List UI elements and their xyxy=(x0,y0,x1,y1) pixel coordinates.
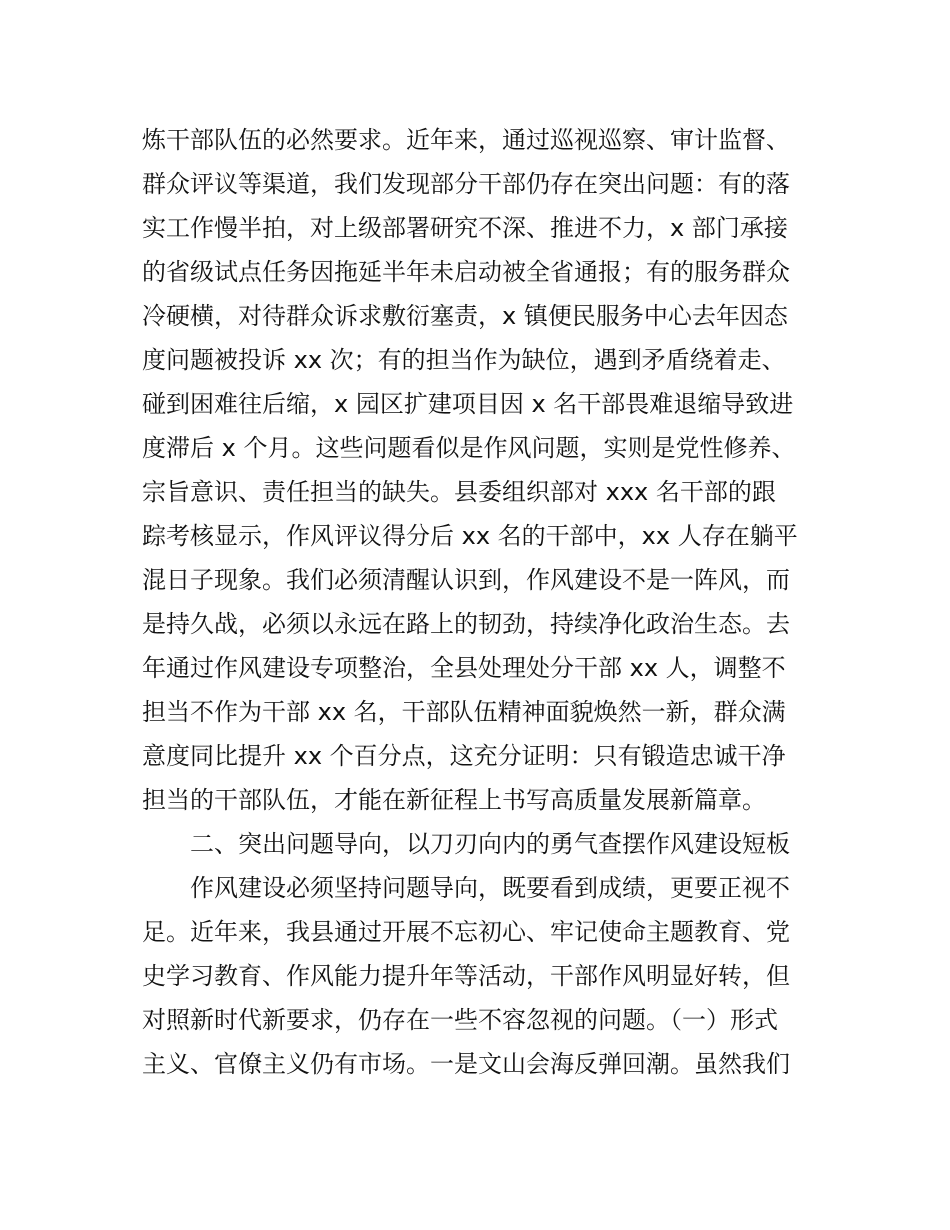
body-text-line: 宗旨意识、责任担当的缺失。县委组织部对 xxx 名干部的跟 xyxy=(142,478,776,506)
body-text-line: 炼干部队伍的必然要求。近年来，通过巡视巡察、审计监督、 xyxy=(142,126,790,154)
body-text-line: 作风建设必须坚持问题导向，既要看到成绩，更要正视不 xyxy=(190,874,790,902)
body-text-line: 史学习教育、作风能力提升年等活动，干部作风明显好转，但 xyxy=(142,962,790,990)
body-text-line: 度问题被投诉 xx 次；有的担当作为缺位，遇到矛盾绕着走、 xyxy=(142,346,786,374)
section-heading: 二、突出问题导向，以刀刃向内的勇气查摆作风建设短板 xyxy=(190,830,790,858)
body-text-line: 群众评议等渠道，我们发现部分干部仍存在突出问题：有的落 xyxy=(142,170,790,198)
body-text-line: 度滞后 x 个月。这些问题看似是作风问题，实则是党性修养、 xyxy=(142,434,796,462)
body-text-line: 的省级试点任务因拖延半年未启动被全省通报；有的服务群众 xyxy=(142,258,790,286)
body-text-line: 对照新时代新要求，仍存在一些不容忽视的问题。（一）形式 xyxy=(142,1006,778,1034)
body-text-line: 担当不作为干部 xx 名，干部队伍精神面貌焕然一新，群众满 xyxy=(142,698,786,726)
body-text-line: 碰到困难往后缩，x 园区扩建项目因 x 名干部畏难退缩导致进 xyxy=(142,390,794,418)
body-text-line: 混日子现象。我们必须清醒认识到，作风建设不是一阵风，而 xyxy=(142,566,790,594)
body-text-line: 年通过作风建设专项整治，全县处理处分干部 xx 人，调整不 xyxy=(142,654,786,682)
body-text-line: 是持久战，必须以永远在路上的韧劲，持续净化政治生态。去 xyxy=(142,610,790,638)
body-text-line: 足。近年来，我县通过开展不忘初心、牢记使命主题教育、党 xyxy=(142,918,790,946)
body-text-line: 主义、官僚主义仍有市场。一是文山会海反弹回潮。虽然我们 xyxy=(142,1050,790,1078)
body-text-line: 担当的干部队伍，才能在新征程上书写高质量发展新篇章。 xyxy=(142,786,766,814)
body-text-line: 踪考核显示，作风评议得分后 xx 名的干部中，xx 人存在躺平 xyxy=(142,522,798,550)
body-text-line: 意度同比提升 xx 个百分点，这充分证明：只有锻造忠诚干净 xyxy=(142,742,786,770)
body-text-line: 实工作慢半拍，对上级部署研究不深、推进不力，x 部门承接 xyxy=(142,214,788,242)
body-text-line: 冷硬横，对待群众诉求敷衍塞责，x 镇便民服务中心去年因态 xyxy=(142,302,788,330)
